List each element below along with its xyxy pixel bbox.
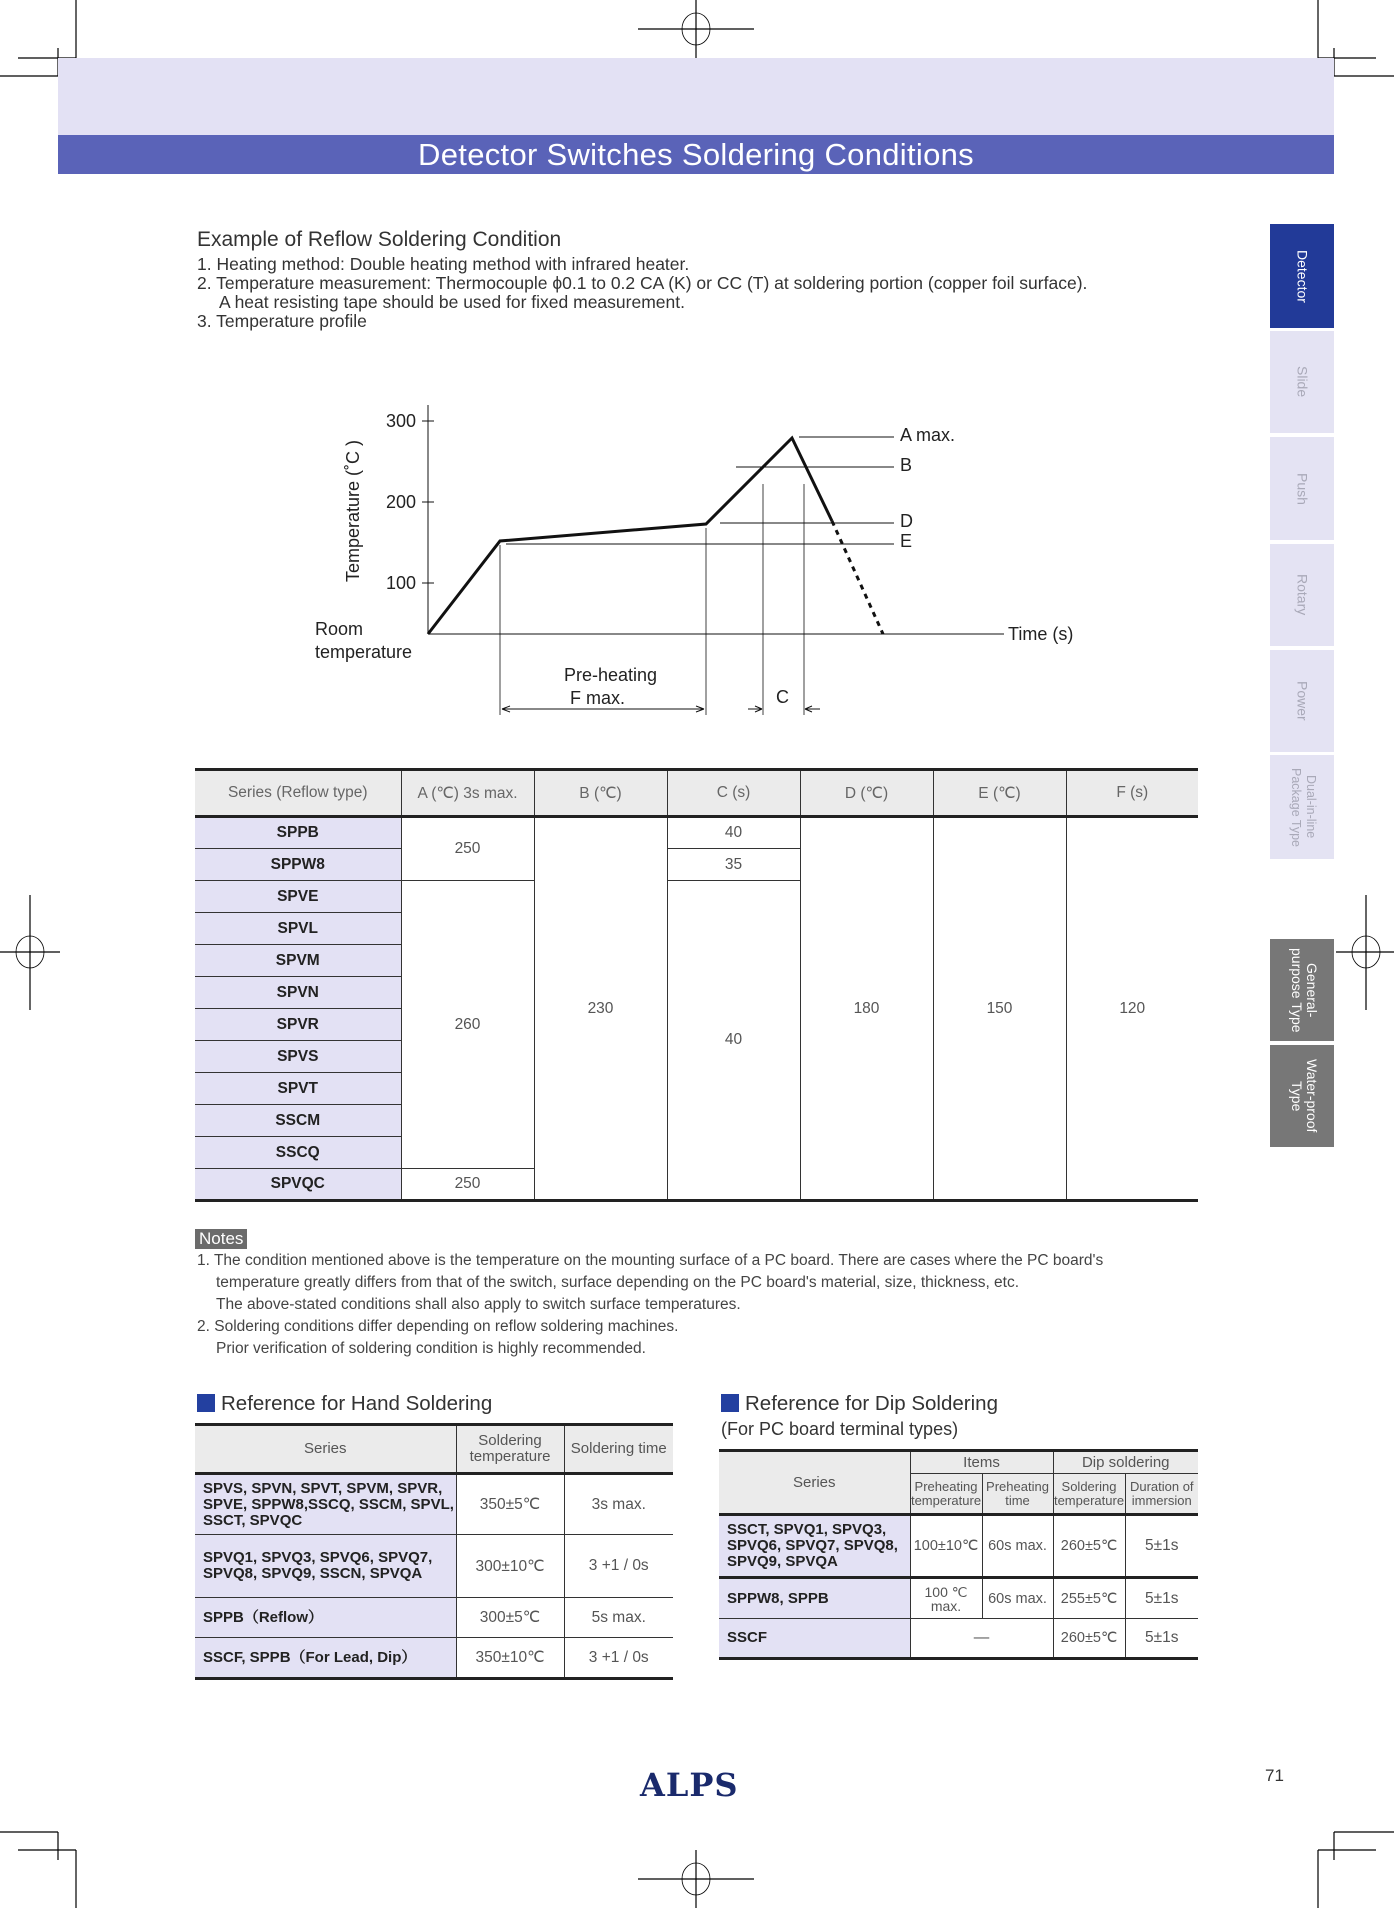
heading-text: Reference for Dip Soldering (745, 1392, 998, 1415)
dip-soldering-table (719, 1449, 1198, 1660)
series-cell: SSCF (719, 1619, 910, 1659)
series-cell: SPPW8 (195, 849, 401, 881)
intro-line: 3. Temperature profile (197, 311, 367, 331)
table-row (195, 817, 1198, 849)
time-cell: 3 +1 / 0s (564, 1535, 673, 1598)
column-header: B (℃) (534, 770, 667, 817)
series-cell: SPVS, SPVN, SPVT, SPVM, SPVR, SPVE, SPPW8,SSCQ, SSCM, SPVL, SSCT, SPVQC (195, 1474, 456, 1535)
origin-label: Room (315, 619, 364, 639)
e-cell: 150 (933, 817, 1066, 1201)
y-tick-label: 100 (385, 573, 416, 593)
table-row (719, 1578, 1198, 1619)
hand-soldering-heading (197, 1392, 492, 1416)
sol-temp-cell: 260±5℃ (1053, 1515, 1125, 1578)
column-header: D (℃) (800, 770, 933, 817)
column-header: F (s) (1066, 770, 1198, 817)
note-line: 1. The condition mentioned above is the temperature on the mounting surface of a PC board. There are cases where the PC board's (197, 1252, 1104, 1269)
series-cell: SPVQ1, SPVQ3, SPVQ6, SPVQ7, SPVQ8, SPVQ9, SSCN, SPVQA (195, 1535, 456, 1598)
alps-logo: ALPS (640, 1766, 739, 1804)
page-number: 71 (1265, 1766, 1284, 1785)
column-header: Series (195, 1425, 456, 1474)
y-tick-label: 200 (385, 492, 416, 512)
pre-heating-cell: — (910, 1619, 1053, 1659)
tab-dual-in-line[interactable] (1270, 755, 1334, 859)
column-header: Soldering time (564, 1425, 673, 1474)
series-cell: SPVS (195, 1041, 401, 1073)
c-cell: 40 (667, 817, 800, 849)
pre-temp-cell: 100±10℃ (910, 1515, 982, 1578)
x-axis-label: Time (s) (1008, 624, 1074, 644)
tab-detector[interactable] (1270, 224, 1334, 328)
series-cell: SPVN (195, 977, 401, 1009)
tab-label: Water-proof Type (1289, 1059, 1320, 1133)
sol-temp-cell: 260±5℃ (1053, 1619, 1125, 1659)
tab-label: Rotary (1294, 574, 1311, 616)
reflow-conditions-table (195, 768, 1198, 1202)
tab-label: Push (1294, 472, 1311, 505)
sol-temp-cell: 255±5℃ (1053, 1578, 1125, 1619)
intro-line: 1. Heating method: Double heating method with infrared heater. (197, 254, 690, 274)
series-cell: SPPB（Reflow） (195, 1598, 456, 1638)
time-cell: 3 +1 / 0s (588, 1648, 649, 1666)
c-label: C (776, 687, 789, 707)
level-a-label: A max. (900, 425, 956, 445)
profile-cooling-dashed (832, 521, 883, 634)
duration-cell: 5±1s (1125, 1515, 1198, 1578)
preheat-label: Pre-heating (564, 665, 658, 685)
series-cell: SPVT (195, 1073, 401, 1105)
temp-cell: 300±5℃ (456, 1598, 564, 1638)
column-header: Preheating time (982, 1474, 1053, 1515)
duration-cell: 5±1s (1125, 1578, 1198, 1619)
series-cell: SSCF, SPPB（For Lead, Dip） (195, 1638, 456, 1679)
temp-cell: 350±5℃ (456, 1474, 564, 1535)
column-header: Series (Reflow type) (195, 770, 401, 817)
series-cell: SPPW8, SPPB (719, 1578, 910, 1619)
notes-label: Notes (195, 1229, 247, 1249)
series-cell: SPVM (195, 945, 401, 977)
series-cell: SPPB (195, 817, 401, 849)
column-header: C (s) (667, 770, 800, 817)
column-header: Preheating temperature (910, 1474, 982, 1515)
f-cell: 120 (1066, 817, 1198, 1201)
y-axis-label: Temperature (˚C ) (343, 439, 363, 583)
pre-temp-cell: 100 ℃ max. (910, 1578, 982, 1619)
series-cell: SSCM (195, 1105, 401, 1137)
column-header: Series (719, 1451, 910, 1515)
dip-subtitle: (For PC board terminal types) (721, 1419, 959, 1439)
table-row (719, 1515, 1198, 1578)
a-cell: 260 (401, 881, 534, 1169)
intro-line: A heat resisting tape should be used for fixed measurement. (219, 292, 685, 312)
note-line: temperature greatly differs from that of the switch, surface depending on the PC board's material, size, thickness, etc. (216, 1274, 1020, 1291)
time-cell: 3s max. (564, 1474, 673, 1535)
time-cell: 5s max. (564, 1598, 673, 1638)
temperature-profile-chart (0, 0, 1394, 760)
table-row (195, 1535, 673, 1598)
temp-cell: 300±10℃ (456, 1535, 564, 1598)
tab-label: Dual-in-line Package Type (1289, 767, 1318, 847)
preheat-label: F max. (570, 688, 626, 708)
square-bullet-icon (197, 1394, 215, 1412)
column-header: A (℃) 3s max. (401, 770, 534, 817)
level-d-label: D (900, 511, 913, 531)
y-tick-label: 300 (385, 411, 416, 431)
tab-label: Power (1294, 681, 1311, 721)
tab-power[interactable] (1270, 650, 1334, 752)
series-cell: SPVR (195, 1009, 401, 1041)
series-cell: SPVQC (195, 1169, 401, 1201)
intro-line: 2. Temperature measurement: Thermocouple ϕ0.1 to 0.2 CA (K) or CC (T) at soldering portion (copper foil surface). (197, 273, 1088, 293)
tab-label: Detector (1294, 249, 1311, 303)
tab-rotary[interactable] (1270, 544, 1334, 646)
note-line: The above-stated conditions shall also apply to switch surface temperatures. (216, 1296, 741, 1313)
column-group-header: Dip soldering (1053, 1451, 1198, 1474)
dip-soldering-heading (721, 1392, 998, 1416)
tab-label: Slide (1294, 366, 1311, 398)
d-cell: 180 (800, 817, 933, 1201)
table-row (195, 1638, 673, 1679)
column-group-header: Items (910, 1451, 1053, 1474)
series-cell: SSCT, SPVQ1, SPVQ3, SPVQ6, SPVQ7, SPVQ8, SPVQ9, SPVQA (719, 1515, 910, 1578)
a-cell: 250 (401, 1169, 534, 1201)
table-row (195, 1474, 673, 1535)
temp-cell: 350±10℃ (456, 1638, 564, 1679)
origin-label: temperature (315, 642, 413, 662)
tab-general-purpose[interactable] (1270, 939, 1334, 1041)
section-heading: Example of Reflow Soldering Condition (197, 228, 562, 251)
column-header: Soldering temperature (1053, 1474, 1125, 1515)
c-cell: 40 (667, 881, 800, 1201)
table-row (195, 1598, 673, 1638)
table-header-row (719, 1451, 1198, 1474)
table-header-row (195, 770, 1198, 817)
level-b-label: B (900, 455, 913, 475)
pre-time-cell: 60s max. (982, 1515, 1053, 1578)
page-title: Detector Switches Soldering Conditions (58, 135, 1334, 174)
column-header: E (℃) (933, 770, 1066, 817)
hand-soldering-table (195, 1423, 673, 1680)
level-e-label: E (900, 531, 913, 551)
table-header-row (195, 1425, 673, 1474)
tab-label: General-purpose Type (1289, 947, 1320, 1033)
c-cell: 35 (667, 849, 800, 881)
note-line: 2. Soldering conditions differ depending on reflow soldering machines. (197, 1318, 679, 1335)
column-header: Duration of immersion (1125, 1474, 1198, 1515)
b-cell: 230 (534, 817, 667, 1201)
square-bullet-icon (721, 1394, 739, 1412)
series-cell: SPVE (195, 881, 401, 913)
tab-push[interactable] (1270, 437, 1334, 540)
pre-time-cell: 60s max. (982, 1578, 1053, 1619)
a-cell: 250 (401, 817, 534, 881)
tab-water-proof[interactable] (1270, 1045, 1334, 1147)
series-cell: SPVL (195, 913, 401, 945)
note-line: Prior verification of soldering condition is highly recommended. (216, 1340, 646, 1357)
heading-text: Reference for Hand Soldering (221, 1392, 493, 1415)
column-header: Soldering temperature (456, 1425, 564, 1474)
tab-slide[interactable] (1270, 331, 1334, 433)
series-cell: SSCQ (195, 1137, 401, 1169)
table-row (719, 1619, 1198, 1659)
duration-cell: 5±1s (1145, 1629, 1179, 1646)
